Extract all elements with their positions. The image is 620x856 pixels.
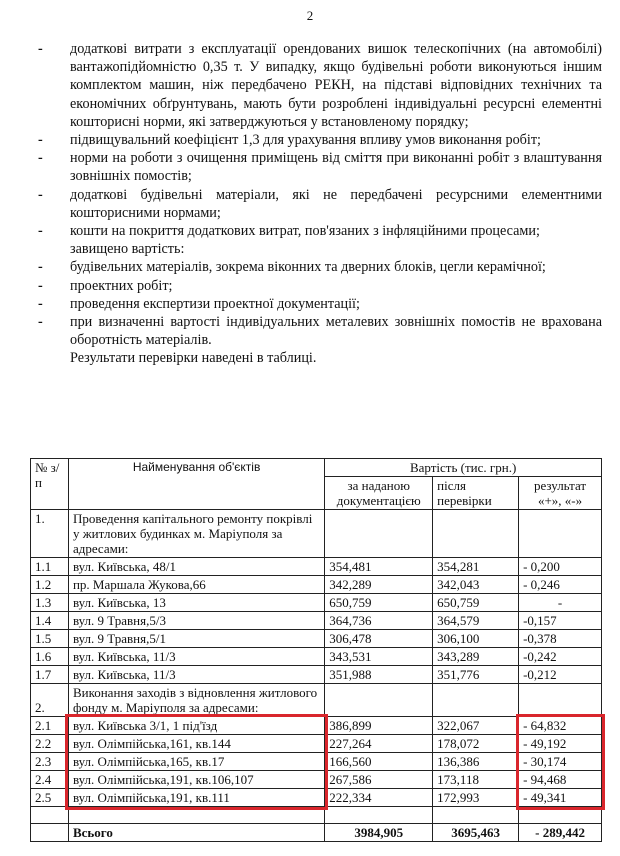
row-address: вул. 9 Травня,5/3 xyxy=(68,612,324,630)
header-after-check: після перевірки xyxy=(433,477,519,510)
row-num: 2.3 xyxy=(31,753,69,771)
row-after: 173,118 xyxy=(433,771,519,789)
bullet-item: - додаткові витрати з експлуатації орендованих вишок телескопічних (на автомобілі) вантажопідйомністю 0,35 т. У випадку, якщо будівельні роботи виконуються іншим комплектом машин, ніж передбачено РЕКН, на підставі відповідних технічних та економічних обґрунтувань, мають бути розроблені індивідуальні ресурсні елементні кошторисні норми, які затверджуються у встановленому порядку; xyxy=(38,41,602,130)
row-num: 1.2 xyxy=(31,576,69,594)
row-result: -0,242 xyxy=(519,648,602,666)
bullet-item: - норми на роботи з очищення приміщень від сміття при виконанні робіт з влаштування зовнішніх помостів; xyxy=(38,150,602,185)
row-after: 343,289 xyxy=(433,648,519,666)
table-row xyxy=(31,717,602,735)
row-result: - 94,468 xyxy=(519,771,602,789)
row-submitted: 166,560 xyxy=(325,753,433,771)
row-submitted: 351,988 xyxy=(325,666,433,684)
row-result: - 64,832 xyxy=(519,717,602,735)
row-after: 354,281 xyxy=(433,558,519,576)
row-after: 322,067 xyxy=(433,717,519,735)
bullet-item: - проектних робіт; xyxy=(38,277,173,294)
row-num: 1.1 xyxy=(31,558,69,576)
row-num: 1.5 xyxy=(31,630,69,648)
bullet-item: - при визначенні вартості індивідуальних металевих зовнішніх помостів не врахована оборотність матеріалів. xyxy=(38,314,602,349)
header-submitted: за наданою документацією xyxy=(325,477,433,510)
row-result: -0,157 xyxy=(519,612,602,630)
row-submitted: 267,586 xyxy=(325,771,433,789)
section-num: 2. xyxy=(31,684,69,717)
table-row xyxy=(31,648,602,666)
row-num: 2.2 xyxy=(31,735,69,753)
overstated-intro: завищено вартість: xyxy=(70,241,185,258)
row-after: 364,579 xyxy=(433,612,519,630)
bullet-item: - проведення експертизи проектної документації; xyxy=(38,295,360,312)
row-submitted: 342,289 xyxy=(325,576,433,594)
row-after: 342,043 xyxy=(433,576,519,594)
row-submitted: 306,478 xyxy=(325,630,433,648)
row-result: - 0,200 xyxy=(519,558,602,576)
row-address: вул. Київська, 13 xyxy=(68,594,324,612)
results-table xyxy=(30,458,602,842)
row-address: пр. Маршала Жукова,66 xyxy=(68,576,324,594)
row-result: - xyxy=(519,594,602,612)
blank-row xyxy=(31,807,602,824)
total-after: 3695,463 xyxy=(433,824,519,842)
row-result: -0,212 xyxy=(519,666,602,684)
total-label: Всього xyxy=(68,824,324,842)
bullet-item: - додаткові будівельні матеріали, які не передбачені ресурсними елементними кошторисними нормами; xyxy=(38,186,602,221)
row-after: 306,100 xyxy=(433,630,519,648)
bullet-item: - кошти на покриття додаткових витрат, пов'язаних з інфляційними процесами; xyxy=(38,223,540,240)
row-num: 1.4 xyxy=(31,612,69,630)
row-submitted: 386,899 xyxy=(325,717,433,735)
row-num: 1.6 xyxy=(31,648,69,666)
row-address: вул. Олімпійська,165, кв.17 xyxy=(68,753,324,771)
bullet-item: - підвищувальний коефіцієнт 1,3 для урахування впливу умов виконання робіт; xyxy=(38,132,541,149)
table-header-row xyxy=(31,459,602,477)
row-submitted: 227,264 xyxy=(325,735,433,753)
table-row xyxy=(31,753,602,771)
table-row xyxy=(31,789,602,807)
row-submitted: 364,736 xyxy=(325,612,433,630)
row-result: - 49,341 xyxy=(519,789,602,807)
row-submitted: 222,334 xyxy=(325,789,433,807)
row-address: вул. Київська, 11/3 xyxy=(68,666,324,684)
total-submitted: 3984,905 xyxy=(325,824,433,842)
table-row xyxy=(31,576,602,594)
row-submitted: 650,759 xyxy=(325,594,433,612)
row-result: - 30,174 xyxy=(519,753,602,771)
table-row xyxy=(31,594,602,612)
row-result: - 0,246 xyxy=(519,576,602,594)
table-row xyxy=(31,735,602,753)
row-submitted: 343,531 xyxy=(325,648,433,666)
row-num: 2.1 xyxy=(31,717,69,735)
table-row xyxy=(31,666,602,684)
row-after: 172,993 xyxy=(433,789,519,807)
table-row xyxy=(31,630,602,648)
row-after: 351,776 xyxy=(433,666,519,684)
row-address: вул. Київська 3/1, 1 під'їзд xyxy=(68,717,324,735)
row-after: 650,759 xyxy=(433,594,519,612)
row-address: вул. Олімпійська,191, кв.111 xyxy=(68,789,324,807)
row-result: -0,378 xyxy=(519,630,602,648)
results-intro: Результати перевірки наведені в таблиці. xyxy=(70,350,317,367)
total-result: - 289,442 xyxy=(519,824,602,842)
table-row xyxy=(31,558,602,576)
header-cost: Вартість (тис. грн.) xyxy=(325,459,602,477)
table-row xyxy=(31,771,602,789)
page-number: 2 xyxy=(306,8,314,23)
section-row xyxy=(31,684,602,717)
row-address: вул. Київська, 48/1 xyxy=(68,558,324,576)
row-submitted: 354,481 xyxy=(325,558,433,576)
bullet-item: - будівельних матеріалів, зокрема віконних та дверних блоків, цегли керамічної; xyxy=(38,259,546,276)
row-address: вул. 9 Травня,5/1 xyxy=(68,630,324,648)
header-num: № з/п xyxy=(31,459,69,510)
row-address: вул. Олімпійська,161, кв.144 xyxy=(68,735,324,753)
row-num: 1.7 xyxy=(31,666,69,684)
document-body xyxy=(36,40,602,368)
row-result: - 49,192 xyxy=(519,735,602,753)
header-name: Найменування об'єктів xyxy=(68,459,324,510)
row-num: 2.5 xyxy=(31,789,69,807)
row-after: 136,386 xyxy=(433,753,519,771)
table-row xyxy=(31,612,602,630)
section-row xyxy=(31,510,602,558)
section-title: Виконання заходів з відновлення житлового фонду м. Маріуполя за адресами: xyxy=(68,684,324,717)
row-address: вул. Олімпійська,191, кв.106,107 xyxy=(68,771,324,789)
section-title: Проведення капітального ремонту покрівлі у житлових будинках м. Маріуполя за адресами: xyxy=(68,510,324,558)
row-after: 178,072 xyxy=(433,735,519,753)
row-num: 1.3 xyxy=(31,594,69,612)
section-num: 1. xyxy=(31,510,69,558)
header-result: результат «+», «-» xyxy=(519,477,602,510)
row-num: 2.4 xyxy=(31,771,69,789)
total-row xyxy=(31,824,602,842)
row-address: вул. Київська, 11/3 xyxy=(68,648,324,666)
